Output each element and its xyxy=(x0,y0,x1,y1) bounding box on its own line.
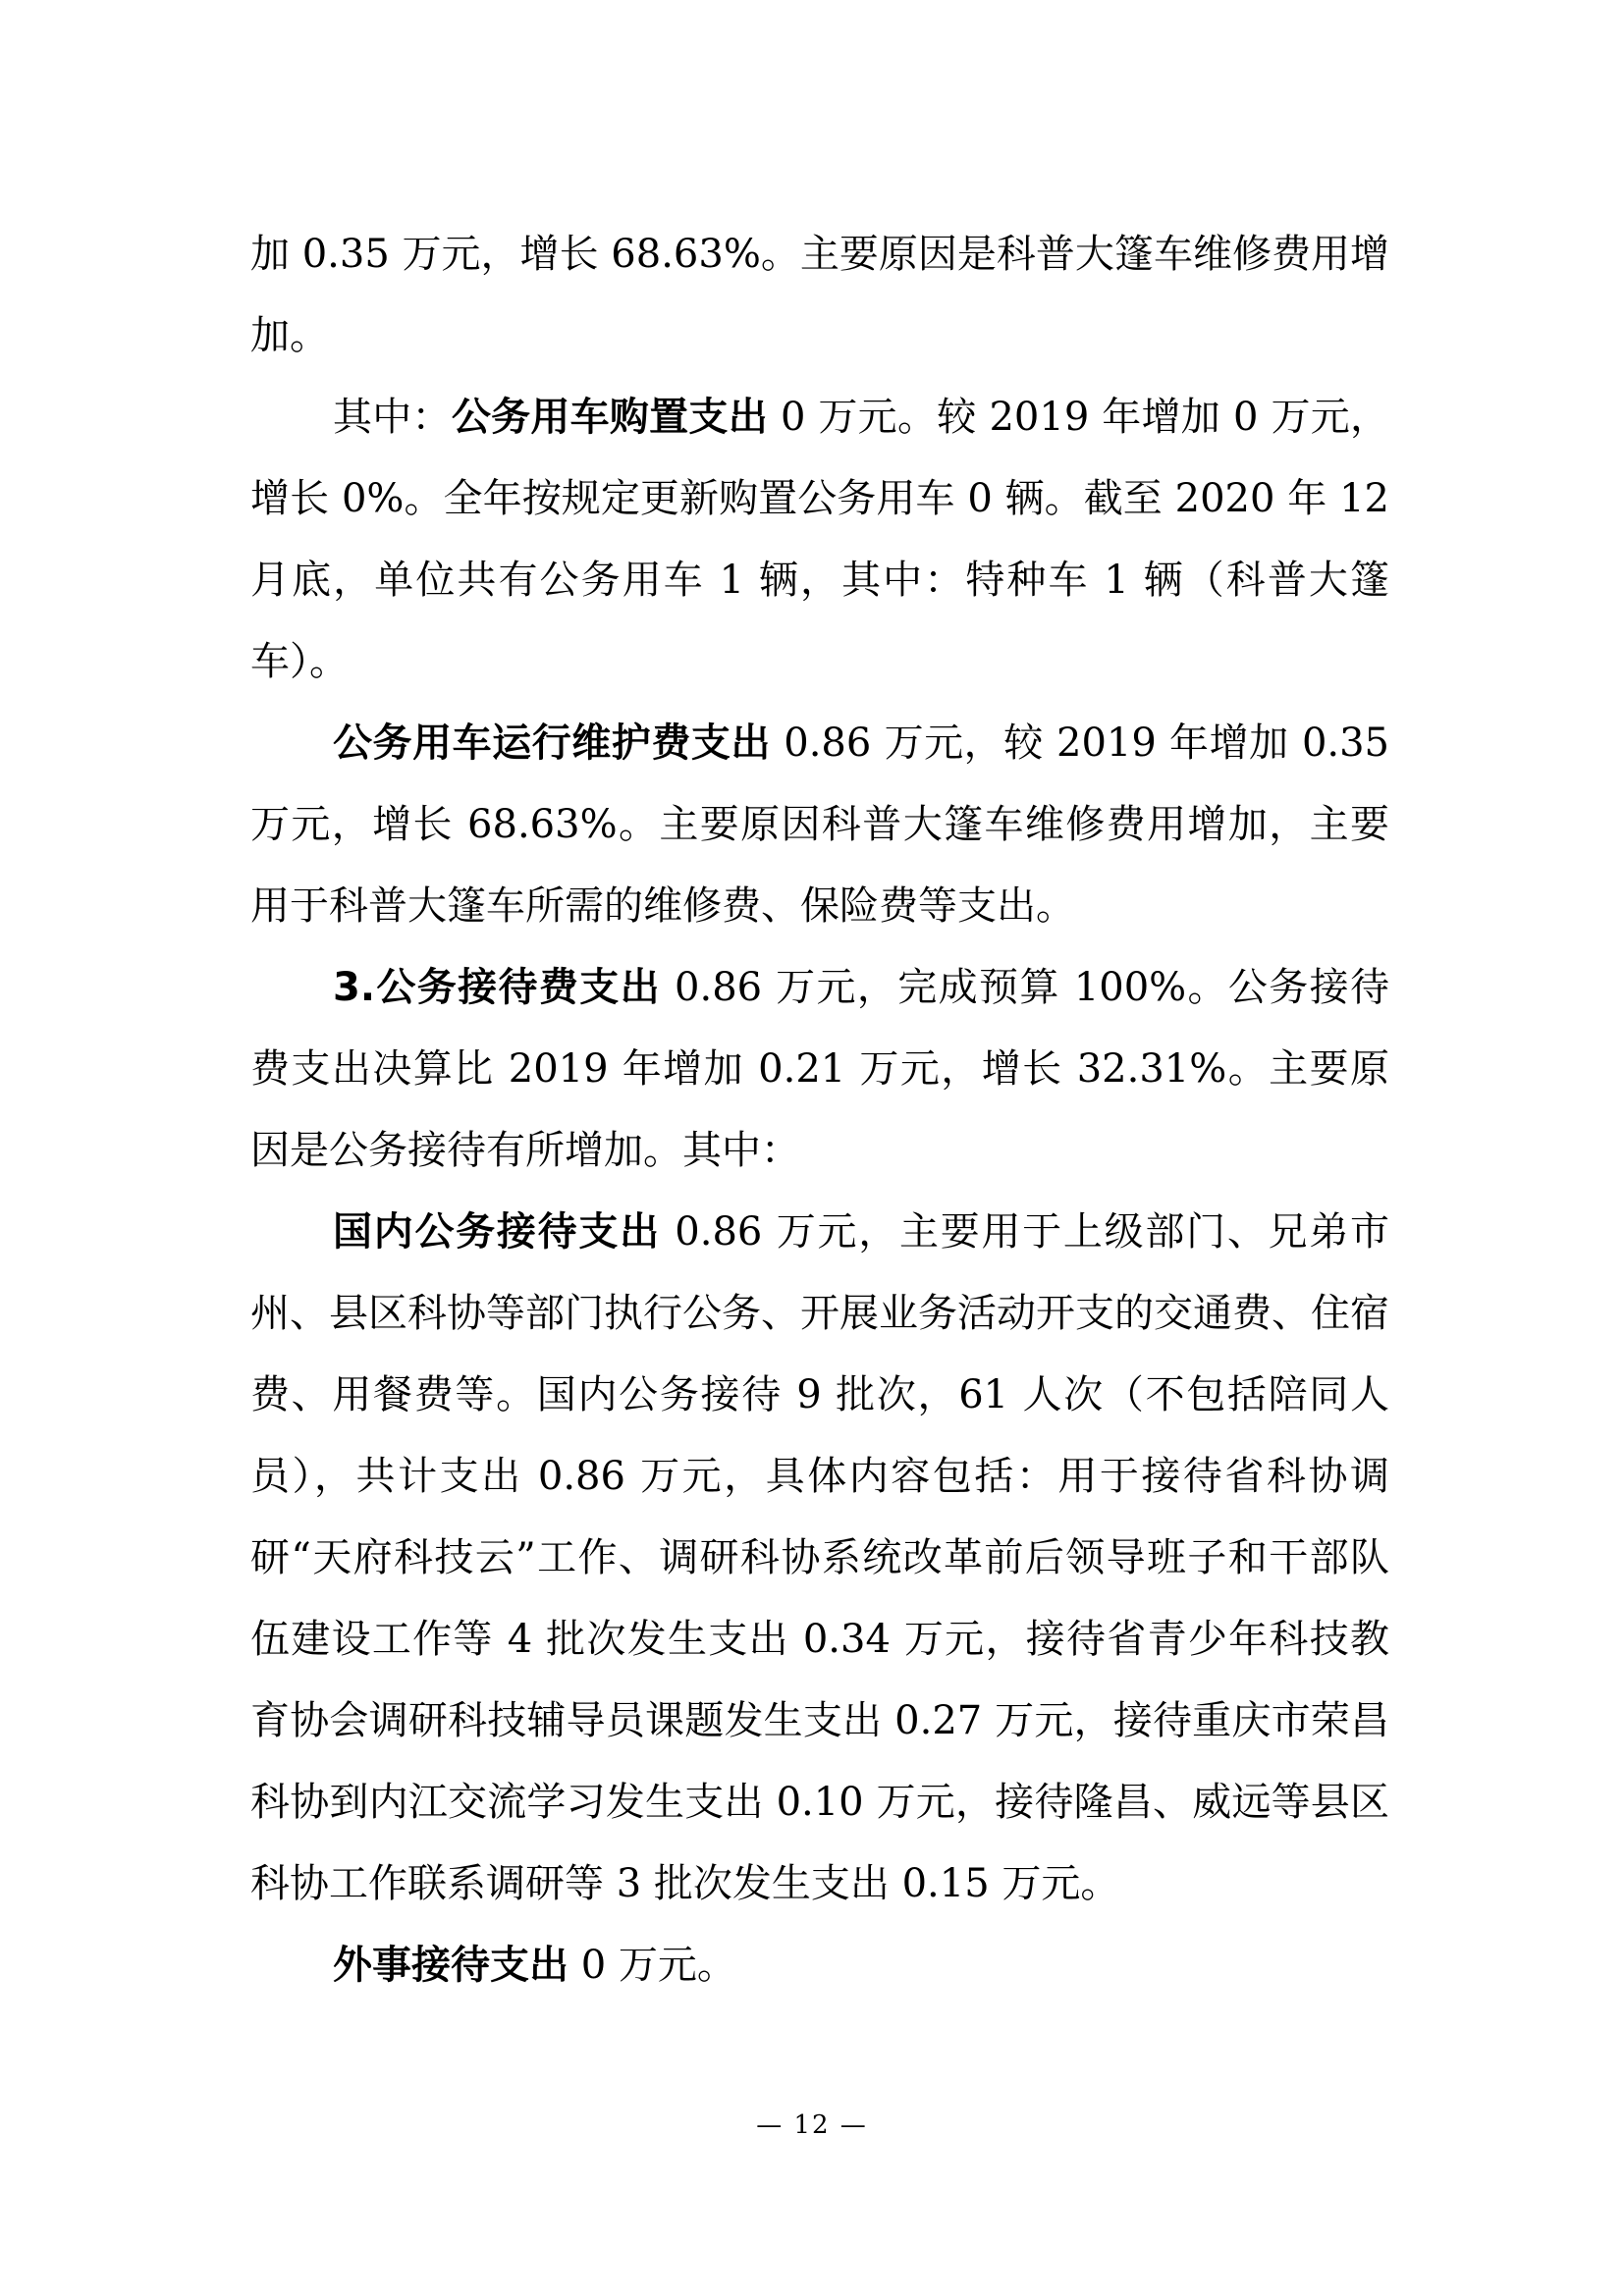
paragraph-1 xyxy=(250,214,1389,377)
paragraph-4 xyxy=(250,947,1389,1192)
paragraph-5-heading: 国内公务接待支出 xyxy=(333,1209,661,1255)
paragraph-3-heading: 公务用车运行维护费支出 xyxy=(333,721,771,766)
paragraph-2-heading: 公务用车购置支出 xyxy=(451,395,768,440)
paragraph-5 xyxy=(250,1192,1389,1925)
paragraph-2 xyxy=(250,377,1389,703)
document-body xyxy=(250,214,1389,2006)
paragraph-1-text: 加 0.35 万元，增长 68.63%。主要原因是科普大篷车维修费用增加。 xyxy=(250,232,1389,358)
paragraph-4-heading: 3.公务接待费支出 xyxy=(333,965,661,1010)
paragraph-2-text: 0 万元。较 2019 年增加 0 万元，增长 0%。全年按规定更新购置公务用车 0 辆。截至 2020 年 12 月底，单位共有公务用车 1 辆，其中：特种车 1 辆（科普大篷车）。 xyxy=(250,395,1390,684)
page-number: — 12 — xyxy=(756,2110,868,2140)
paragraph-4-text: 0.86 万元，完成预算 100%。公务接待费支出决算比 2019 年增加 0.21 万元，增长 32.31%。主要原因是公务接待有所增加。其中： xyxy=(250,965,1389,1173)
paragraph-6-text: 0 万元。 xyxy=(568,1943,736,1988)
paragraph-3-text: 0.86 万元，较 2019 年增加 0.35 万元，增长 68.63%。主要原因科普大篷车维修费用增加，主要用于科普大篷车所需的维修费、保险费等支出。 xyxy=(250,721,1390,929)
paragraph-6 xyxy=(250,1925,1389,2006)
paragraph-6-heading: 外事接待支出 xyxy=(333,1943,568,1988)
paragraph-2-lead: 其中： xyxy=(333,395,452,440)
paragraph-5-text: 0.86 万元，主要用于上级部门、兄弟市州、县区科协等部门执行公务、开展业务活动开支的交通费、住宿费、用餐费等。国内公务接待 9 批次，61 人次（不包括陪同人员），共计支出 0.86 万元，具体内容包括：用于接待省科协调研“天府科技云”工作、调研科协系统改革前后领导班子和干部队伍建设工作等 4 批次发生支出 0.34 万元，接待省青少年科技教育协会调研科技辅导员课题发生支出 0.27 万元，接待重庆市荣昌科协到内江交流学习发生支出 0.10 万元，接待隆昌、威远等县区科协工作联系调研等 3 批次发生支出 0.15 万元。 xyxy=(250,1209,1390,1906)
paragraph-3 xyxy=(250,703,1389,947)
